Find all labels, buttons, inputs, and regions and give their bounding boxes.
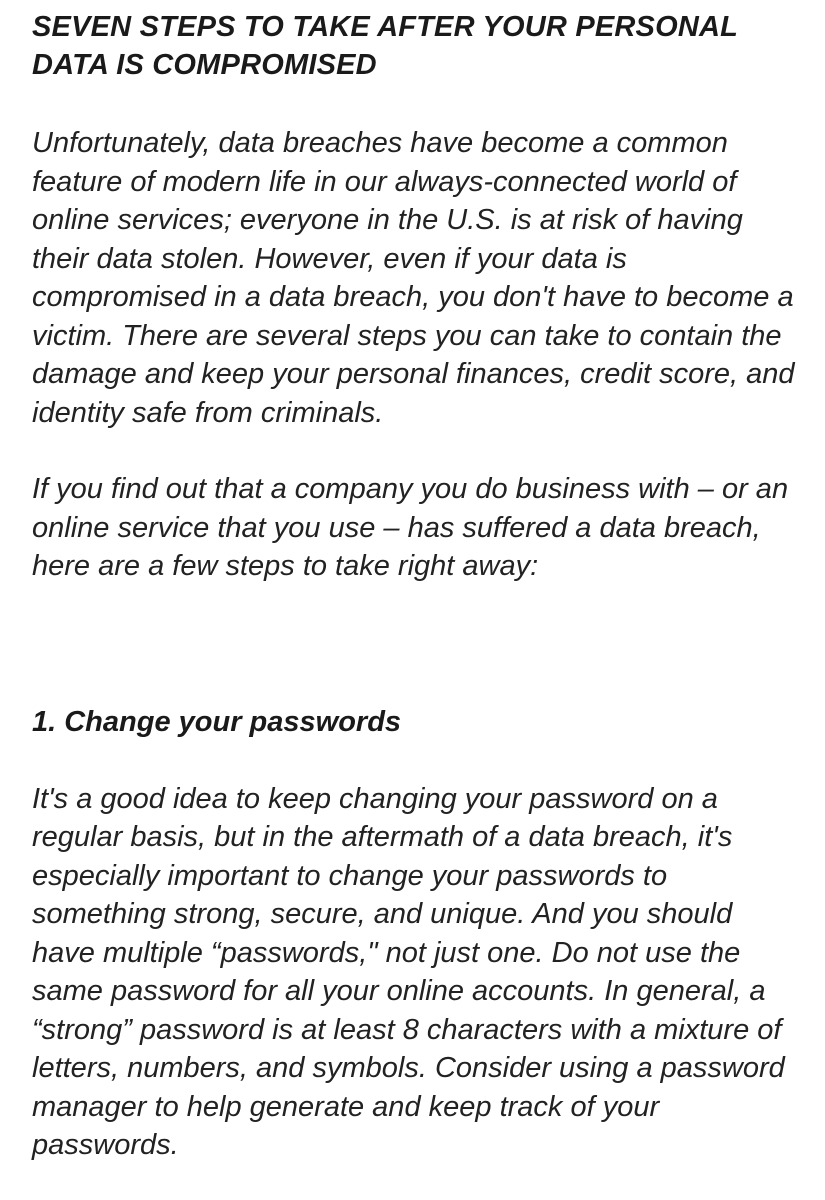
article-title: SEVEN STEPS TO TAKE AFTER YOUR PERSONAL DATA IS COMPROMISED — [32, 11, 738, 81]
intro-paragraph: Unfortunately, data breaches have become a common feature of modern life in our always-connected world of online services; everyone in the U.S. is at risk of having their data stolen. However, even if your data is compromised in a data breach, you don't have to become a victim. There are several steps you can take to contain the damage and keep your personal finances, credit score, and identity safe from criminals. — [32, 127, 795, 429]
section-body: It's a good idea to keep changing your password on a regular basis, but in the aftermath of a data breach, it's especially important to change your passwords to something strong, secure, and unique. And you should have multiple “passwords," not just one. Do not use the same password for all your online accounts. In general, a “strong” password is at least 8 characters with a mixture of letters, numbers, and symbols. Consider using a password manager to help generate and keep track of your passwords. — [32, 782, 785, 1161]
section-heading: 1. Change your passwords — [32, 705, 402, 738]
lead-in-paragraph: If you find out that a company you do business with – or an online service that you use – has suffered a data breach, here are a few steps to take right away: — [32, 473, 789, 582]
